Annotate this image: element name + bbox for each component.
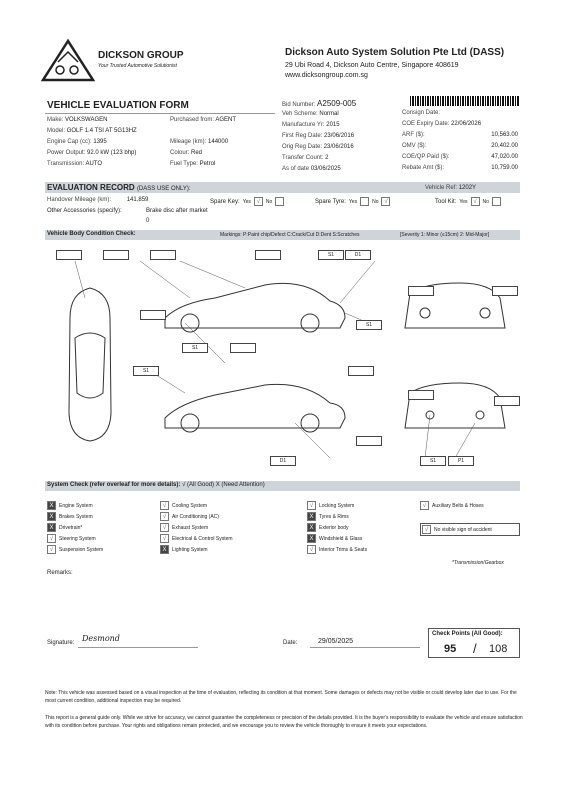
barcode-icon (410, 96, 520, 106)
colour-value: Red (191, 150, 203, 156)
system-check-label: Electrical & Control System (172, 535, 233, 542)
note-1: Note: This vehicle was assessed based on a visual inspection at the time of evaluation, reflecting its condition at that moment. Some damages or defects may not be visible or could develop later due to use. For the most current condition, additional inspection may be required. (45, 690, 517, 704)
system-check-item (307, 523, 348, 532)
accessories-value: Brake disc after market (146, 208, 208, 214)
system-check-item (47, 545, 103, 554)
system-check-label: Locking System (319, 502, 355, 509)
system-check-label: Brakes System (59, 513, 93, 520)
system-check-item (47, 512, 93, 521)
system-check-item (160, 534, 233, 543)
system-check-mark[interactable]: X (47, 512, 56, 521)
fuel-value: Petrol (199, 161, 216, 167)
checkpoints-box: Check Points (All Good): 95 / 108 (428, 628, 520, 658)
system-check-mark[interactable]: √ (160, 523, 169, 532)
company-name: Dickson Auto System Solution Pte Ltd (DASS) (285, 47, 505, 58)
engine-value: 1395 (93, 139, 107, 145)
system-check-mark[interactable]: √ (47, 534, 56, 543)
system-check-mark[interactable]: √ (160, 501, 169, 510)
system-check-item (420, 523, 520, 536)
system-check-mark[interactable]: √ (420, 501, 429, 510)
system-check-mark[interactable]: √ (307, 501, 316, 510)
system-check-mark[interactable]: X (307, 512, 316, 521)
signature-value: Desmond (82, 634, 120, 643)
accessories-value-2: 0 (146, 218, 150, 224)
mileage-value: 144000 (208, 139, 229, 145)
system-check-label: Interior Trims & Seats (319, 546, 368, 553)
system-check-label: Tyres & Rims (319, 513, 349, 520)
bid-number: A2509-005 (317, 99, 357, 108)
company-address: 29 Ubi Road 4, Dickson Auto Centre, Singapore 408619 (285, 62, 459, 69)
system-check-label: Auxiliary Belts & Hoses (432, 502, 484, 509)
system-check-mark[interactable]: X (47, 523, 56, 532)
system-check-label: Lighting System (172, 546, 208, 553)
system-check-label: Suspension System (59, 546, 104, 553)
system-check-item (47, 534, 96, 543)
system-check-item (307, 545, 367, 554)
system-check-label: Drivetrain* (59, 524, 83, 531)
model-value: GOLF 1.4 TSI AT 5G13HZ (66, 128, 137, 134)
system-check-item (307, 534, 362, 543)
system-check-label: Cooling System (172, 502, 208, 509)
handover-mileage: Handover Mileage (km): 141,859 (47, 197, 149, 203)
system-check-label: Air Conditioning (AC) (172, 513, 219, 520)
power-value: 92.0 kW (123 bhp) (87, 150, 137, 156)
system-check-mark[interactable]: √ (47, 545, 56, 554)
system-check-mark[interactable]: √ (307, 545, 316, 554)
system-check-mark[interactable]: X (307, 523, 316, 532)
system-check-mark[interactable]: X (307, 534, 316, 543)
system-check-item (160, 545, 208, 554)
tool-kit: Tool Kit: Yes √ No (435, 197, 501, 206)
logo (40, 38, 96, 84)
form-title: VEHICLE EVALUATION FORM (47, 100, 189, 111)
system-check-item (307, 501, 354, 510)
make-value: VOLKSWAGEN (65, 117, 108, 123)
system-check-label: No visible sign of accident (434, 526, 492, 533)
system-check-item (160, 512, 219, 521)
company-website[interactable]: www.dicksongroup.com.sg (285, 72, 368, 79)
record-title: EVALUATION RECORD (DASS USE ONLY): (47, 183, 191, 192)
vehicle-ref: 1202Y (458, 185, 477, 191)
spare-tyre: Spare Tyre: Yes No √ (315, 197, 390, 206)
system-check-mark[interactable]: X (160, 545, 169, 554)
system-check-item (160, 501, 207, 510)
system-check-mark[interactable]: X (47, 501, 56, 510)
note-2: This report is a general guide only. While we strive for accuracy, we cannot guarantee the completeness or precision of the details provided. It is the buyer's responsibility to evaluate the vehicle and ensure satisfaction with its condition before purchase. Your rights and obligations remain protected, and we encourage you to review the vehicle thoroughly to ensure it meets your expectations. (45, 715, 523, 729)
system-check-label: Engine System (59, 502, 93, 509)
accessories-label: Other Accessories (specify): (47, 208, 122, 214)
system-check-mark[interactable]: √ (422, 525, 431, 534)
system-check-label: Exhaust System (172, 524, 209, 531)
brand-name: DICKSON GROUP (98, 50, 184, 61)
system-check-label: Exterior body (319, 524, 349, 531)
bid-info: Bid Number: A2509-005 Veh Scheme: Normal Manufacture Yr: 2015 First Reg Date: 23/06/2016 Orig Reg Date: 23/06/2016 Transfer Count: 2 As of date 03/06/2025 (282, 99, 357, 172)
system-check-item (420, 501, 484, 510)
system-check-item (307, 512, 349, 521)
coe-info: Consign Date: COE Expiry Date: 22/06/2026 ARF ($): 10,563.00 OMV ($): 20,402.00 COE/QP Paid ($): 47,020.00 Rebate Amt ($): 10,759.00 (402, 110, 518, 171)
system-check-mark[interactable]: √ (160, 512, 169, 521)
system-check-item (47, 523, 82, 532)
date-value: 29/05/2025 (318, 638, 354, 645)
dickson-logo-icon (40, 38, 96, 84)
system-check-label: Windshield & Glass (319, 535, 363, 542)
car-body-diagram (45, 243, 520, 468)
system-check-label: Steering System (59, 535, 96, 542)
system-check-item (47, 501, 93, 510)
purchased-value: AGENT (215, 117, 237, 123)
system-check-mark[interactable]: √ (160, 534, 169, 543)
vehicle-info: Make: VOLKSWAGEN Model: GOLF 1.4 TSI AT 5G13HZ Engine Cap (cc): 1395 Power Output: 92.0 kW (123 bhp) Transmission: AUTO Purchased from: AGENT Mileage (km): 144000 Colour: Red Fuel Type: Petrol (47, 117, 237, 167)
transmission-value: AUTO (85, 161, 103, 167)
brand-tagline: Your Trusted Automotive Solutionist (98, 63, 177, 69)
spare-key: Spare Key: Yes √ No (210, 197, 284, 206)
system-check-item (160, 523, 208, 532)
